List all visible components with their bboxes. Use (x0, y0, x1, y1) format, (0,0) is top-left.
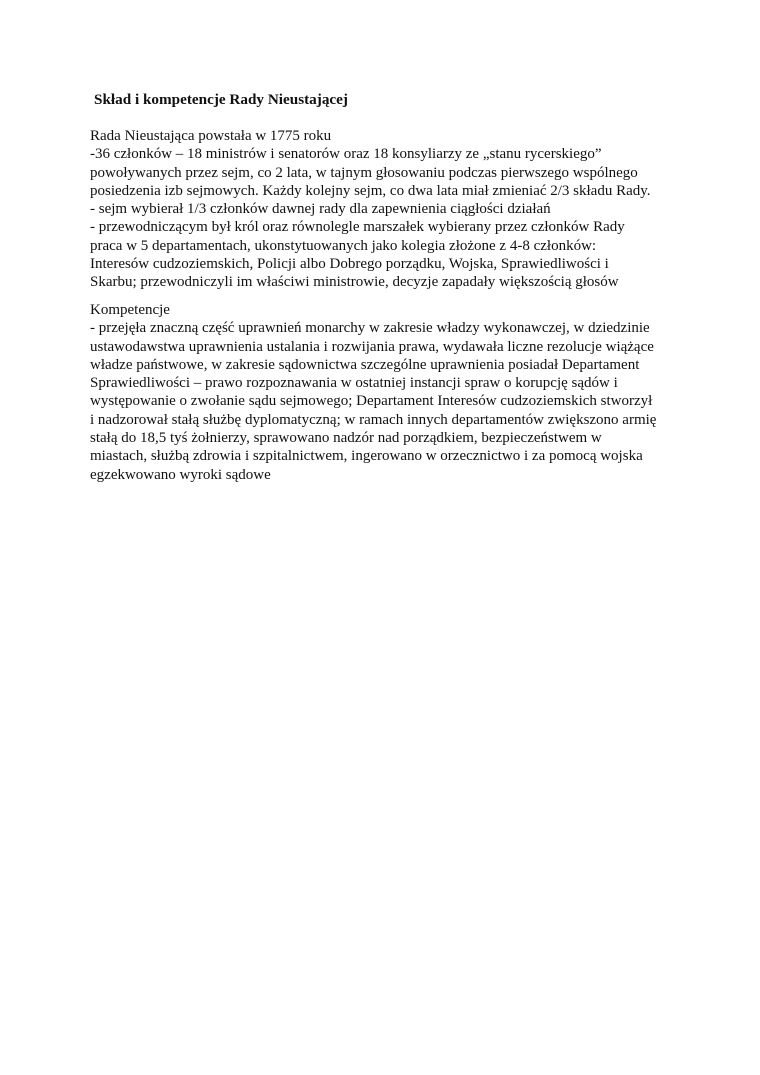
paragraph-line: - przejęła znaczną część uprawnień monarchy w zakresie władzy wykonawczej, w dziedzinie (90, 320, 650, 337)
paragraph-line: i nadzorował stałą służbę dyplomatyczną; w ramach innych departamentów zwiększono armię (90, 411, 657, 428)
section-composition (90, 127, 651, 292)
paragraph-line: -36 członków – 18 ministrów i senatorów oraz 18 konsyliarzy ze „stanu rycerskiego” (90, 146, 602, 163)
paragraph-line: powoływanych przez sejm, co 2 lata, w tajnym głosowaniu podczas pierwszego wspólnego (90, 164, 638, 181)
paragraph-line: Sprawiedliwości – prawo rozpoznawania w ostatniej instancji spraw o korupcję sądów i (90, 375, 618, 392)
paragraph-line: posiedzenia izb sejmowych. Każdy kolejny sejm, co dwa lata miał zmieniać 2/3 składu Rady. (90, 182, 651, 199)
paragraph-line: władze państwowe, w zakresie sądownictwa szczególne uprawnienia posiadał Departament (90, 356, 640, 373)
paragraph-line: Interesów cudzoziemskich, Policji albo Dobrego porządku, Wojska, Sprawiedliwości i (90, 256, 609, 273)
section-heading: Kompetencje (90, 302, 170, 318)
paragraph-line: występowanie o zwołanie sądu sejmowego; Departament Interesów cudzoziemskich stworzył (90, 393, 653, 410)
paragraph-line: Rada Nieustająca powstała w 1775 roku (90, 128, 332, 144)
paragraph-line: - przewodniczącym był król oraz równolegle marszałek wybierany przez członków Rady (90, 219, 625, 236)
paragraph-line: stałą do 18,5 tyś żołnierzy, sprawowano nadzór nad porządkiem, bezpieczeństwem w (90, 430, 602, 447)
paragraph-line: egzekwowano wyroki sądowe (90, 466, 271, 483)
paragraph-line: - sejm wybierał 1/3 członków dawnej rady dla zapewnienia ciągłości działań (90, 201, 551, 218)
paragraph-line: Skarbu; przewodniczyli im właściwi ministrowie, decyzje zapadały większością głosów (90, 274, 619, 291)
document-title: Skład i kompetencje Rady Nieustającej (94, 91, 348, 108)
paragraph-line: praca w 5 departamentach, ukonstytuowanych jako kolegia złożone z 4-8 członków: (90, 237, 597, 254)
paragraph-line: miastach, służbą zdrowia i szpitalnictwem, ingerowano w orzecznictwo i za pomocą wojska (90, 448, 643, 465)
paragraph-line: ustawodawstwa uprawnienia ustalania i rozwijania prawa, wydawała liczne rezolucje wiążące (90, 338, 654, 355)
section-competences (90, 301, 656, 484)
